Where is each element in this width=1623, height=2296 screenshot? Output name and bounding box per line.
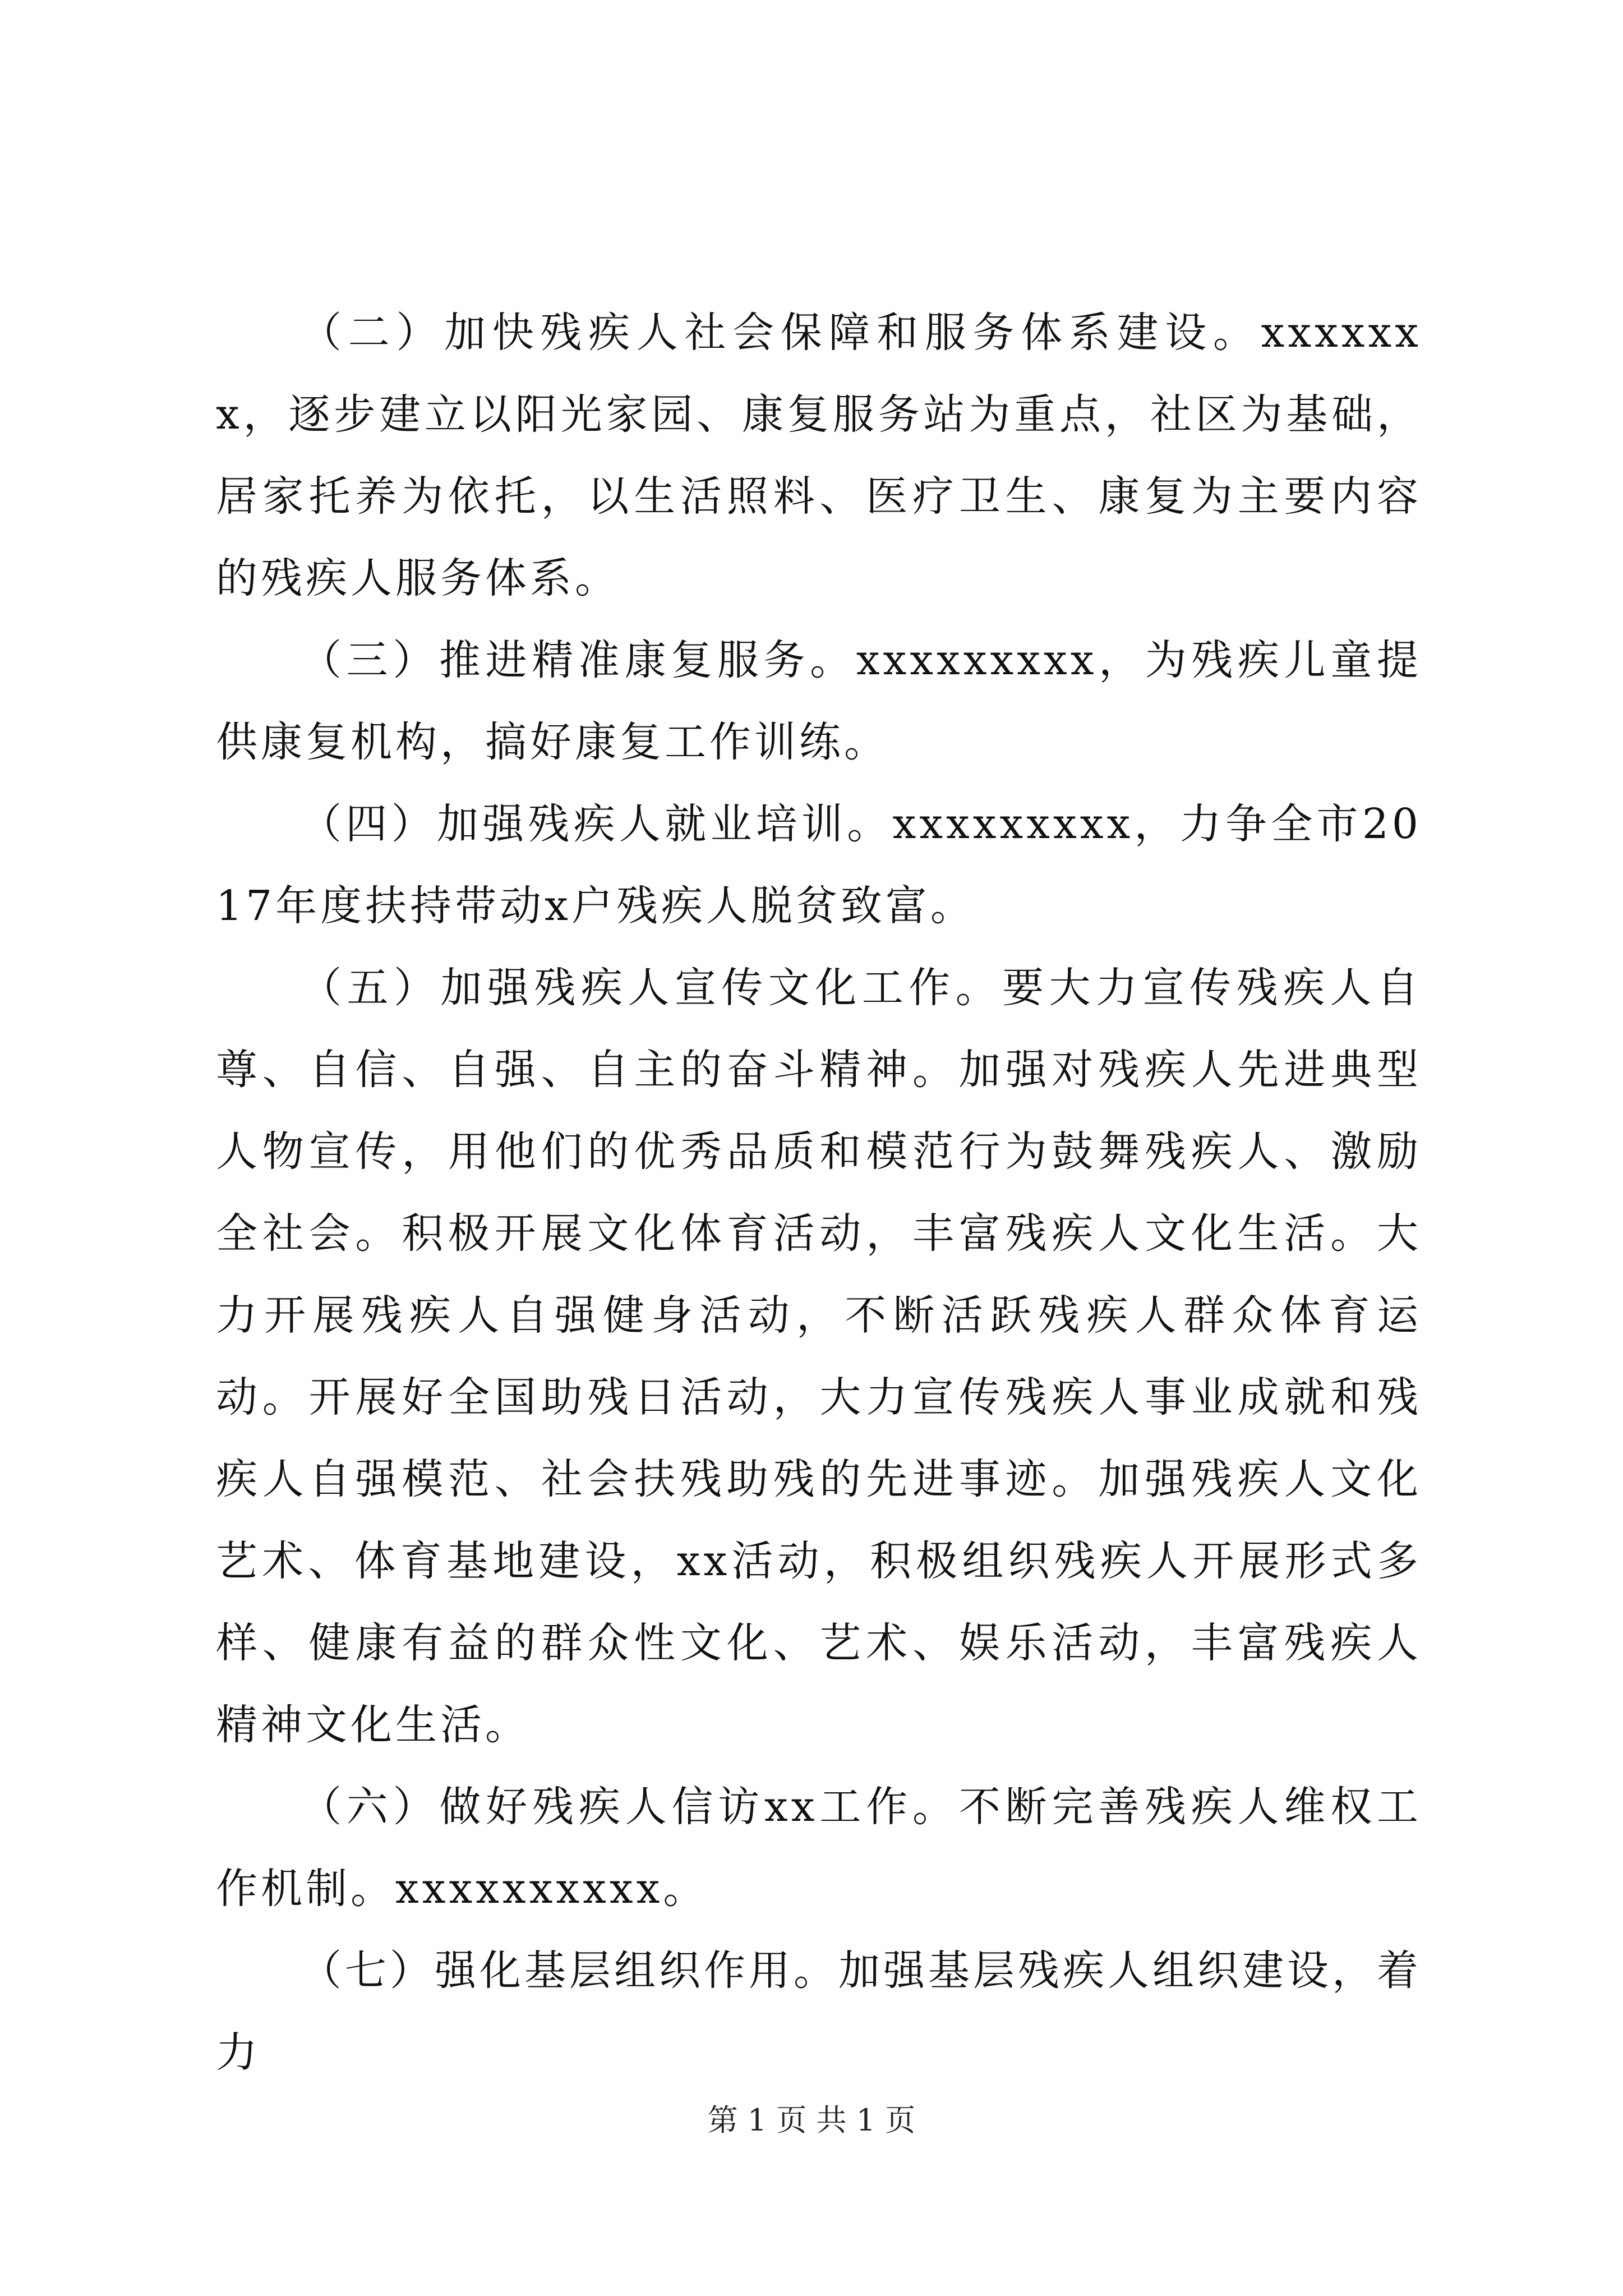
paragraph-3-rehabilitation: （三）推进精准康复服务。xxxxxxxxx，为残疾儿童提供康复机构，搞好康复工作训练。 [216, 636, 1422, 766]
document-body [216, 292, 1422, 2093]
paragraph-5-publicity-culture: （五）加强残疾人宣传文化工作。要大力宣传残疾人自尊、自信、自强、自主的奋斗精神。加强对残疾人先进典型人物宣传，用他们的优秀品质和模范行为鼓舞残疾人、激励全社会。积极开展文化体育活动，丰富残疾人文化生活。大力开展残疾人自强健身活动，不断活跃残疾人群众体育运动。开展好全国助残日活动，大力宣传残疾人事业成就和残疾人自强模范、社会扶残助残的先进事迹。加强残疾人文化艺术、体育基地建设，xx活动，积极组织残疾人开展形式多样、健康有益的群众性文化、艺术、娱乐活动，丰富残疾人精神文化生活。 [216, 964, 1422, 1749]
paragraph-6-petition-work: （六）做好残疾人信访xx工作。不断完善残疾人维权工作机制。xxxxxxxxxx。 [216, 1783, 1422, 1913]
paragraph-2-social-security: （二）加快残疾人社会保障和服务体系建设。xxxxxxx，逐步建立以阳光家园、康复服务站为重点，社区为基础，居家托养为依托，以生活照料、医疗卫生、康复为主要内容的残疾人服务体系。 [216, 309, 1422, 602]
page-footer: 第 1 页 共 1 页 [707, 2102, 916, 2138]
paragraph-4-employment-training: （四）加强残疾人就业培训。xxxxxxxxx，力争全市2017年度扶持带动x户残疾人脱贫致富。 [216, 800, 1422, 930]
paragraph-7-grassroots: （七）强化基层组织作用。加强基层残疾人组织建设，着力 [216, 1947, 1422, 2077]
